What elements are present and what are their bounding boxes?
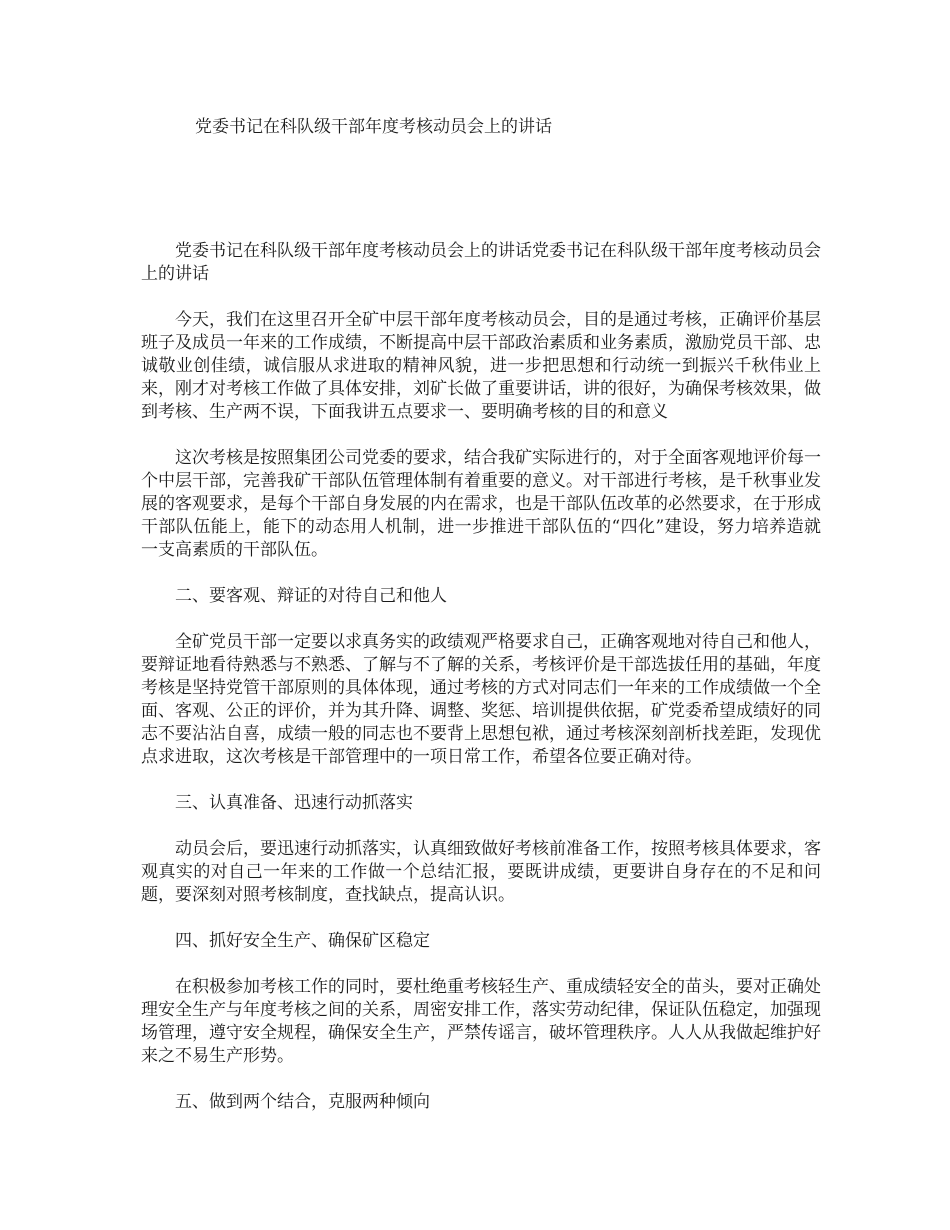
document-body bbox=[141, 240, 821, 1137]
section-heading-5: 五、做到两个结合，克服两种倾向 bbox=[175, 1092, 430, 1112]
document-title: 党委书记在科队级干部年度考核动员会上的讲话 bbox=[195, 117, 552, 137]
paragraph-purpose: 这次考核是按照集团公司党委的要求，结合我矿实际进行的，对于全面客观地评价每一个中层干部，完善我矿干部队伍管理体制有着重要的意义。对干部进行考核，是千秋事业发展的客观要求，是每个干部自身发展的内在需求，也是干部队伍改革的必然要求，在于形成干部队伍能上，能下的动态用人机制，进一步推进干部队伍的“四化”建设，努力培养造就一支高素质的干部队伍。 bbox=[141, 448, 821, 560]
paragraph-section-4: 在积极参加考核工作的同时，要杜绝重考核轻生产、重成绩轻安全的苗头，要对正确处理安全生产与年度考核之间的关系，周密安排工作，落实劳动纪律，保证队伍稳定，加强现场管理，遵守安全规程，确保安全生产，严禁传谣言，破坏管理秩序。人人从我做起维护好来之不易生产形势。 bbox=[141, 977, 821, 1066]
document-subtitle: 党委书记在科队级干部年度考核动员会上的讲话党委书记在科队级干部年度考核动员会上的讲话 bbox=[141, 241, 821, 284]
section-heading-3: 三、认真准备、迅速行动抓落实 bbox=[175, 793, 413, 813]
paragraph-section-3: 动员会后，要迅速行动抓落实，认真细致做好考核前准备工作，按照考核具体要求，客观真实的对自己一年来的工作做一个总结汇报，要既讲成绩，更要讲自身存在的不足和问题，要深刻对照考核制度，查找缺点，提高认识。 bbox=[141, 839, 821, 905]
paragraph-opening: 今天，我们在这里召开全矿中层干部年度考核动员会，目的是通过考核，正确评价基层班子及成员一年来的工作成绩，不断提高中层干部政治素质和业务素质，激励党员干部、忠诚敬业创佳绩，诚信服从求进取的精神风貌，进一步把思想和行动统一到振兴千秋伟业上来，刚才对考核工作做了具体安排，刘矿长做了重要讲话，讲的很好，为确保考核效果，做到考核、生产两不误，下面我讲五点要求一、要明确考核的目的和意义 bbox=[141, 310, 821, 422]
section-heading-4: 四、抓好安全生产、确保矿区稳定 bbox=[175, 931, 430, 951]
paragraph-section-2: 全矿党员干部一定要以求真务实的政绩观严格要求自己，正确客观地对待自己和他人，要辩证地看待熟悉与不熟悉、了解与不了解的关系，考核评价是干部选拔任用的基础，年度考核是坚持党管干部原则的具体体现，通过考核的方式对同志们一年来的工作成绩做一个全面、客观、公正的评价，并为其升降、调整、奖惩、培训提供依据，矿党委希望成绩好的同志不要沾沾自喜，成绩一般的同志也不要背上思想包袱，通过考核深刻剖析找差距，发现优点求进取，这次考核是干部管理中的一项日常工作，希望各位要正确对待。 bbox=[141, 632, 821, 767]
section-heading-2: 二、要客观、辩证的对待自己和他人 bbox=[175, 586, 447, 606]
